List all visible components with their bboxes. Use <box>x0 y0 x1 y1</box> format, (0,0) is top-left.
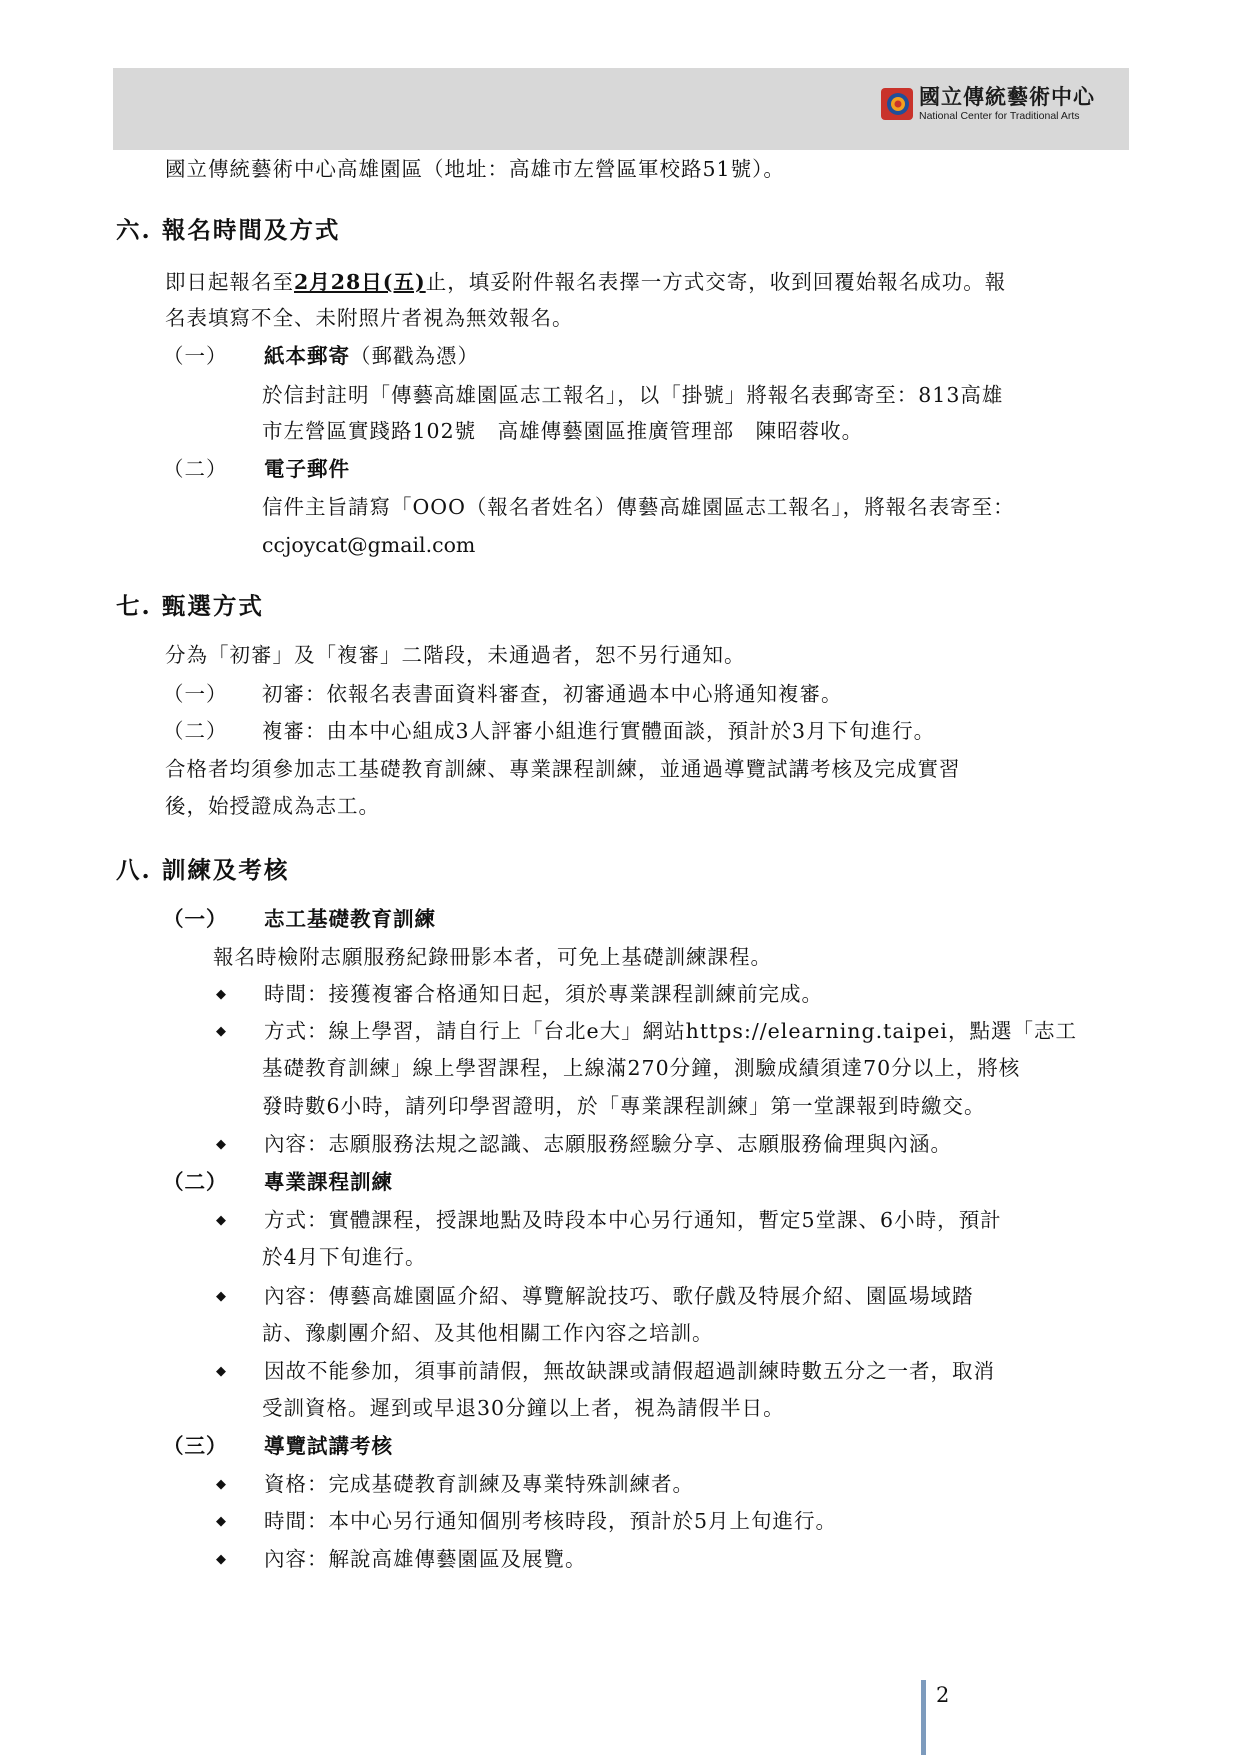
sec8-sub2-bullet2-line1: 內容：傳藝高雄園區介紹、導覽解說技巧、歌仔戲及特展介紹、園區場域踏 <box>264 1284 974 1308</box>
sec6-item2-line1: 信件主旨請寫「OOO（報名者姓名）傳藝高雄園區志工報名」，將報名表寄至： <box>262 495 1015 519</box>
sec8-sub1-bullet2-line1: 方式：線上學習，請自行上「台北e大」網站https://elearning.taipei，點選「志工 <box>264 1019 1077 1043</box>
sec6-item1-heading: 紙本郵寄（郵戳為憑） <box>264 344 479 368</box>
sec8-sub3-bullet3: 內容：解說高雄傳藝園區及展覽。 <box>264 1547 587 1571</box>
sec8-sub3-bullet2: 時間：本中心另行通知個別考核時段，預計於5月上旬進行。 <box>264 1509 838 1533</box>
page-number: 2 <box>936 1683 950 1707</box>
bullet-icon: ◆ <box>216 1514 226 1529</box>
sec6-item2-number: （二） <box>163 457 228 481</box>
contact-email: ccjoycat@gmail.com <box>262 533 476 557</box>
ncfta-logo-icon <box>881 88 913 120</box>
bullet-icon: ◆ <box>216 987 226 1002</box>
sec8-sub2-bullet3-line2: 受訓資格。遲到或早退30分鐘以上者，視為請假半日。 <box>262 1396 785 1420</box>
section-7-heading: 七. 甄選方式 <box>116 592 264 620</box>
sec8-sub2-title: 專業課程訓練 <box>264 1170 393 1194</box>
sec8-sub2-bullet1-line2: 於4月下旬進行。 <box>262 1245 427 1269</box>
sec7-line4: 合格者均須參加志工基礎教育訓練、專業課程訓練，並通過導覽試講考核及完成實習 <box>165 757 961 781</box>
sec8-sub1-number: （一） <box>163 907 228 931</box>
sec8-sub2-bullet2-line2: 訪、豫劇團介紹、及其他相關工作內容之培訓。 <box>262 1321 714 1345</box>
sec8-sub1-bullet2-line2: 基礎教育訓練」線上學習課程，上線滿270分鐘，測驗成績須達70分以上，將核 <box>262 1056 1021 1080</box>
bullet-icon: ◆ <box>216 1477 226 1492</box>
sec7-item2-text: 複審：由本中心組成3人評審小組進行實體面談，預計於3月下旬進行。 <box>262 719 936 743</box>
sec7-item1-number: （一） <box>163 682 228 706</box>
sec6-paragraph-line2: 名表填寫不全、未附照片者視為無效報名。 <box>165 306 574 330</box>
sec7-item2-number: （二） <box>163 719 228 743</box>
logo-english-name: National Center for Traditional Arts <box>919 110 1080 122</box>
sec8-sub2-bullet1-line1: 方式：實體課程，授課地點及時段本中心另行通知，暫定5堂課、6小時，預計 <box>264 1208 1002 1232</box>
bullet-icon: ◆ <box>216 1289 226 1304</box>
registration-deadline: 2月28日(五) <box>294 270 426 294</box>
sec8-sub1-title: 志工基礎教育訓練 <box>264 907 436 931</box>
sec8-sub3-title: 導覽試講考核 <box>264 1434 393 1458</box>
bullet-icon: ◆ <box>216 1137 226 1152</box>
page-header <box>113 68 1129 150</box>
section-8-heading: 八. 訓練及考核 <box>116 856 290 884</box>
ncfta-logo <box>881 86 1095 122</box>
bullet-icon: ◆ <box>216 1213 226 1228</box>
sec8-sub3-number: （三） <box>163 1434 228 1458</box>
section-6-heading: 六. 報名時間及方式 <box>116 216 341 244</box>
sec7-line1: 分為「初審」及「複審」二階段，未通過者，恕不另行通知。 <box>165 643 746 667</box>
bullet-icon: ◆ <box>216 1552 226 1567</box>
sec8-sub1-bullet2-line3: 發時數6小時，請列印學習證明，於「專業課程訓練」第一堂課報到時繳交。 <box>262 1094 986 1118</box>
sec7-item1-text: 初審：依報名表書面資料審查，初審通過本中心將通知複審。 <box>262 682 843 706</box>
sec8-sub3-bullet1: 資格：完成基礎教育訓練及專業特殊訓練者。 <box>264 1472 694 1496</box>
sec6-item1-line2: 市左營區實踐路102號 高雄傳藝園區推廣管理部 陳昭蓉收。 <box>262 419 864 443</box>
sec8-sub1-intro: 報名時檢附志願服務紀錄冊影本者，可免上基礎訓練課程。 <box>213 945 772 969</box>
sec8-sub1-bullet1: 時間：接獲複審合格通知日起，須於專業課程訓練前完成。 <box>264 982 823 1006</box>
sec6-item1-line1: 於信封註明「傳藝高雄園區志工報名」，以「掛號」將報名表郵寄至：813高雄 <box>262 383 1004 407</box>
sec6-item2-heading: 電子郵件 <box>264 457 350 481</box>
bullet-icon: ◆ <box>216 1024 226 1039</box>
intro-address-line: 國立傳統藝術中心高雄園區（地址：高雄市左營區軍校路51號）。 <box>165 157 785 181</box>
bullet-icon: ◆ <box>216 1364 226 1379</box>
page-number-bar <box>921 1680 926 1755</box>
sec8-sub1-bullet3: 內容：志願服務法規之認識、志願服務經驗分享、志願服務倫理與內涵。 <box>264 1132 952 1156</box>
sec7-line5: 後，始授證成為志工。 <box>165 794 380 818</box>
sec6-paragraph-line1: 即日起報名至2月28日(五)止，填妥附件報名表擇一方式交寄，收到回覆始報名成功。報 <box>165 270 1007 294</box>
sec8-sub2-number: （二） <box>163 1170 228 1194</box>
logo-chinese-name: 國立傳統藝術中心 <box>919 84 1095 109</box>
sec6-item1-number: （一） <box>163 344 228 368</box>
sec8-sub2-bullet3-line1: 因故不能參加，須事前請假，無故缺課或請假超過訓練時數五分之一者，取消 <box>264 1359 995 1383</box>
